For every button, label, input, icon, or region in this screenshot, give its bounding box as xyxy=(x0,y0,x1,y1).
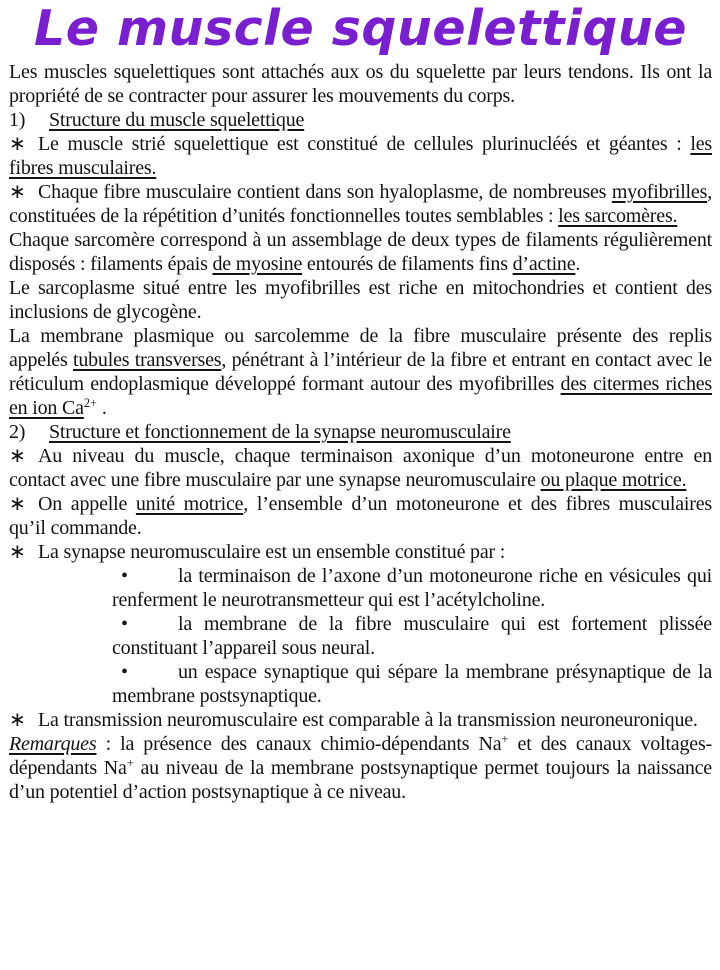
text-segment: , l’ensemble d’un motoneurone et des fibres musculaires qu’il commande. xyxy=(9,493,712,539)
asterisk-marker: ∗ xyxy=(9,541,26,563)
sarcomere-paragraph xyxy=(9,228,712,276)
text-segment: unité motrice xyxy=(135,493,244,515)
text-segment: Le muscle strié squelettique est constitué de cellules plurinucléés et géantes : xyxy=(38,133,691,155)
muscle-fibers-paragraph xyxy=(9,132,712,180)
text-segment: On appelle xyxy=(38,493,136,515)
text-segment: les sarcomères. xyxy=(558,205,678,227)
text-segment: La transmission neuromusculaire est comparable à la transmission neuroneuronique. xyxy=(38,709,698,731)
text-segment: Chaque fibre musculaire contient dans son hyaloplasme, de nombreuses xyxy=(38,181,612,203)
motor-end-plate-paragraph xyxy=(9,444,712,492)
text-segment: Les muscles squelettiques sont attachés aux os du squelette par leurs tendons. Ils ont la propriété de se contracter pour assurer les mouvements du corps. xyxy=(9,61,712,107)
text-segment: Structure et fonctionnement de la synapse neuromusculaire xyxy=(49,421,511,443)
text-segment: des citermes riches en ion Ca xyxy=(9,373,713,419)
bullet-fiber-membrane xyxy=(112,612,712,660)
asterisk-marker: ∗ xyxy=(9,181,26,203)
asterisk-marker: ∗ xyxy=(9,445,26,467)
section-1-heading xyxy=(9,108,712,132)
text-segment: , pénétrant à l’intérieur de la fibre et entrant en contact avec le réticulum endoplasmique développé formant autour des myofibrilles xyxy=(9,349,712,395)
intro-paragraph xyxy=(9,60,712,108)
text-segment: Chaque sarcomère correspond à un assemblage de deux types de filaments régulièrement disposés : filaments épais xyxy=(9,229,712,275)
asterisk-marker: ∗ xyxy=(9,133,26,155)
page-title: Le muscle squelettique xyxy=(34,0,687,57)
text-segment: Le sarcoplasme situé entre les myofibrilles est riche en mitochondries et contient des inclusions de glycogène. xyxy=(9,277,712,323)
bullet-icon: • xyxy=(121,613,128,635)
bullet-axon-terminal xyxy=(112,564,712,612)
text-segment: la terminaison de l’axone d’un motoneurone riche en vésicules qui renferment le neurotransmetteur qui est l’acétylcholine. xyxy=(112,565,712,611)
text-segment: Structure du muscle squelettique xyxy=(49,109,305,131)
text-segment: La membrane plasmique ou sarcolemme de la fibre musculaire présente des replis appelés xyxy=(9,325,712,371)
text-segment: et des canaux voltages-dépendants Na xyxy=(9,733,712,779)
section-number: 1) xyxy=(9,109,26,131)
superscript-text: + xyxy=(126,756,134,770)
text-segment: , constituées de la répétition d’unités fonctionnelles toutes semblables : xyxy=(9,181,712,227)
text-segment: de myosine xyxy=(212,253,303,275)
sarcoplasm-paragraph xyxy=(9,276,712,324)
text-segment: Au niveau du muscle, chaque terminaison axonique d’un motoneurone entre en contact avec une fibre musculaire par une synapse neuromusculaire xyxy=(9,445,712,491)
myofibrils-paragraph xyxy=(9,180,712,228)
text-segment: tubules transverses xyxy=(72,349,222,371)
text-segment: myofibrilles xyxy=(611,181,708,203)
text-segment: un espace synaptique qui sépare la membrane présynaptique de la membrane postsynaptique. xyxy=(112,661,712,707)
asterisk-marker: ∗ xyxy=(9,493,26,515)
text-segment: . xyxy=(97,397,107,419)
synapse-components-intro xyxy=(9,540,712,564)
remark-paragraph xyxy=(9,732,712,804)
text-segment: . xyxy=(575,253,581,275)
text-segment: : la présence des canaux chimio-dépendants Na xyxy=(96,733,502,755)
text-segment: au niveau de la membrane postsynaptique permet toujours la naissance d’un potentiel d’action postsynaptique à ce niveau. xyxy=(9,757,712,803)
text-segment: ou plaque motrice. xyxy=(540,469,687,491)
transmission-paragraph xyxy=(9,708,712,732)
bullet-icon: • xyxy=(121,565,128,587)
text-segment: la membrane de la fibre musculaire qui est fortement plissée constituant l’appareil sous neural. xyxy=(112,613,712,659)
superscript-text: 2+ xyxy=(83,396,98,410)
bullet-icon: • xyxy=(121,661,128,683)
text-segment: d’actine xyxy=(512,253,576,275)
bullet-synaptic-space xyxy=(112,660,712,708)
text-segment: La synapse neuromusculaire est un ensemble constitué par : xyxy=(38,541,506,563)
text-segment: les fibres musculaires. xyxy=(9,133,712,179)
asterisk-marker: ∗ xyxy=(9,709,26,731)
text-segment: entourés de filaments fins xyxy=(302,253,513,275)
superscript-text: + xyxy=(501,732,509,746)
text-segment: Remarques xyxy=(9,733,97,755)
sarcolemma-paragraph xyxy=(9,324,712,420)
motor-unit-paragraph xyxy=(9,492,712,540)
section-2-heading xyxy=(9,420,712,444)
section-number: 2) xyxy=(9,421,26,443)
